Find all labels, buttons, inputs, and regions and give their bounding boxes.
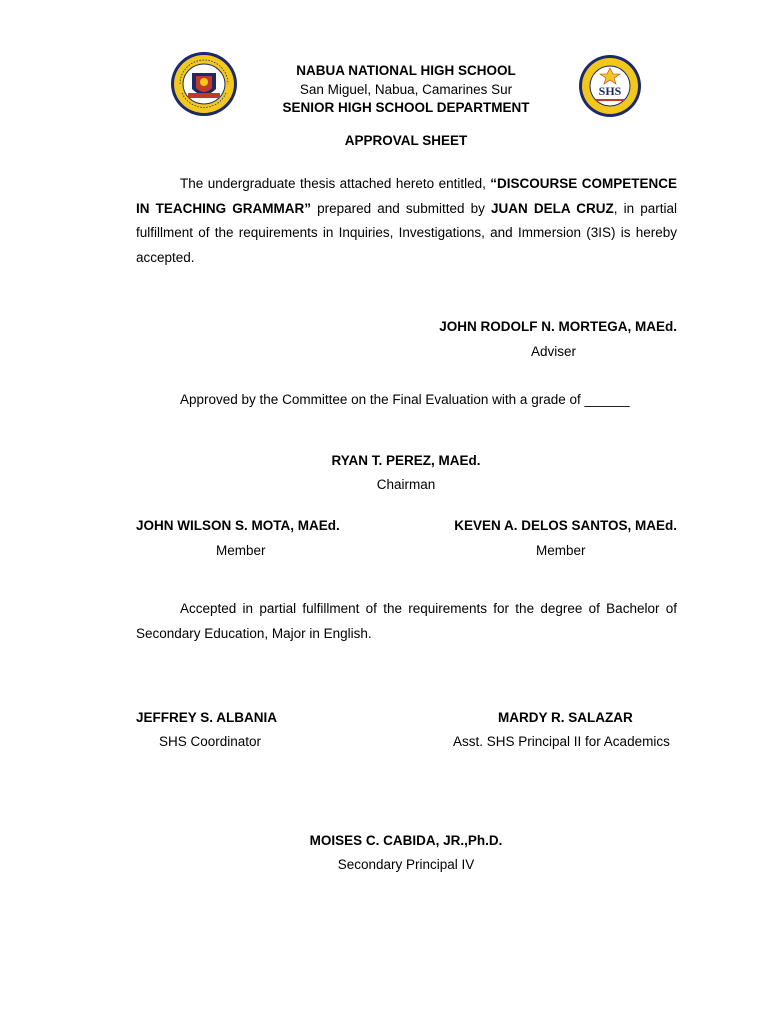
chairman-role: Chairman	[376, 477, 436, 492]
member-2-role: Member	[536, 543, 586, 558]
school-name: NABUA NATIONAL HIGH SCHOOL	[296, 63, 516, 78]
department-name: SENIOR HIGH SCHOOL DEPARTMENT	[282, 100, 530, 115]
member-1-name: JOHN WILSON S. MOTA, MAEd.	[136, 518, 340, 533]
sheet-title: APPROVAL SHEET	[344, 133, 468, 148]
coordinator-role: SHS Coordinator	[159, 734, 262, 749]
rest-text: , in partial fulfillment of the requirements in Inquiries, Investigations, and Immersion (3IS) is hereby accepted.	[136, 200, 678, 265]
asst-principal-name: MARDY R. SALAZAR	[498, 710, 633, 725]
asst-principal-role: Asst. SHS Principal II for Academics	[453, 734, 670, 749]
member-2-name: KEVEN A. DELOS SANTOS, MAEd.	[454, 518, 677, 533]
author-name: JUAN DELA CRUZ	[490, 200, 614, 216]
thesis-acceptance-paragraph	[136, 172, 677, 270]
shs-logo-text: SHS	[598, 84, 622, 98]
school-address: San Miguel, Nabua, Camarines Sur	[299, 82, 513, 97]
approval-line	[136, 388, 677, 413]
approval-text: Approved by the Committee on the Final Evaluation with a grade of ______	[180, 392, 630, 407]
degree-acceptance-paragraph	[136, 597, 677, 646]
thesis-title: “DISCOURSE COMPETENCE IN TEACHING GRAMMAR”	[136, 176, 677, 216]
member-1-role: Member	[216, 543, 266, 558]
principal-name: MOISES C. CABIDA, JR.,Ph.D.	[309, 833, 503, 848]
adviser-role: Adviser	[531, 344, 577, 359]
principal-role: Secondary Principal IV	[337, 857, 475, 872]
coordinator-name: JEFFREY S. ALBANIA	[136, 710, 278, 725]
acceptance-text: Accepted in partial fulfillment of the requirements for the degree of Bachelor of Secondary Education, Major in English.	[136, 601, 677, 641]
chairman-name: RYAN T. PEREZ, MAEd.	[331, 453, 481, 468]
intro-text: The undergraduate thesis attached hereto entitled,	[180, 176, 491, 191]
adviser-name: JOHN RODOLF N. MORTEGA, MAEd.	[439, 319, 677, 334]
mid-text: prepared and submitted by	[311, 200, 491, 216]
